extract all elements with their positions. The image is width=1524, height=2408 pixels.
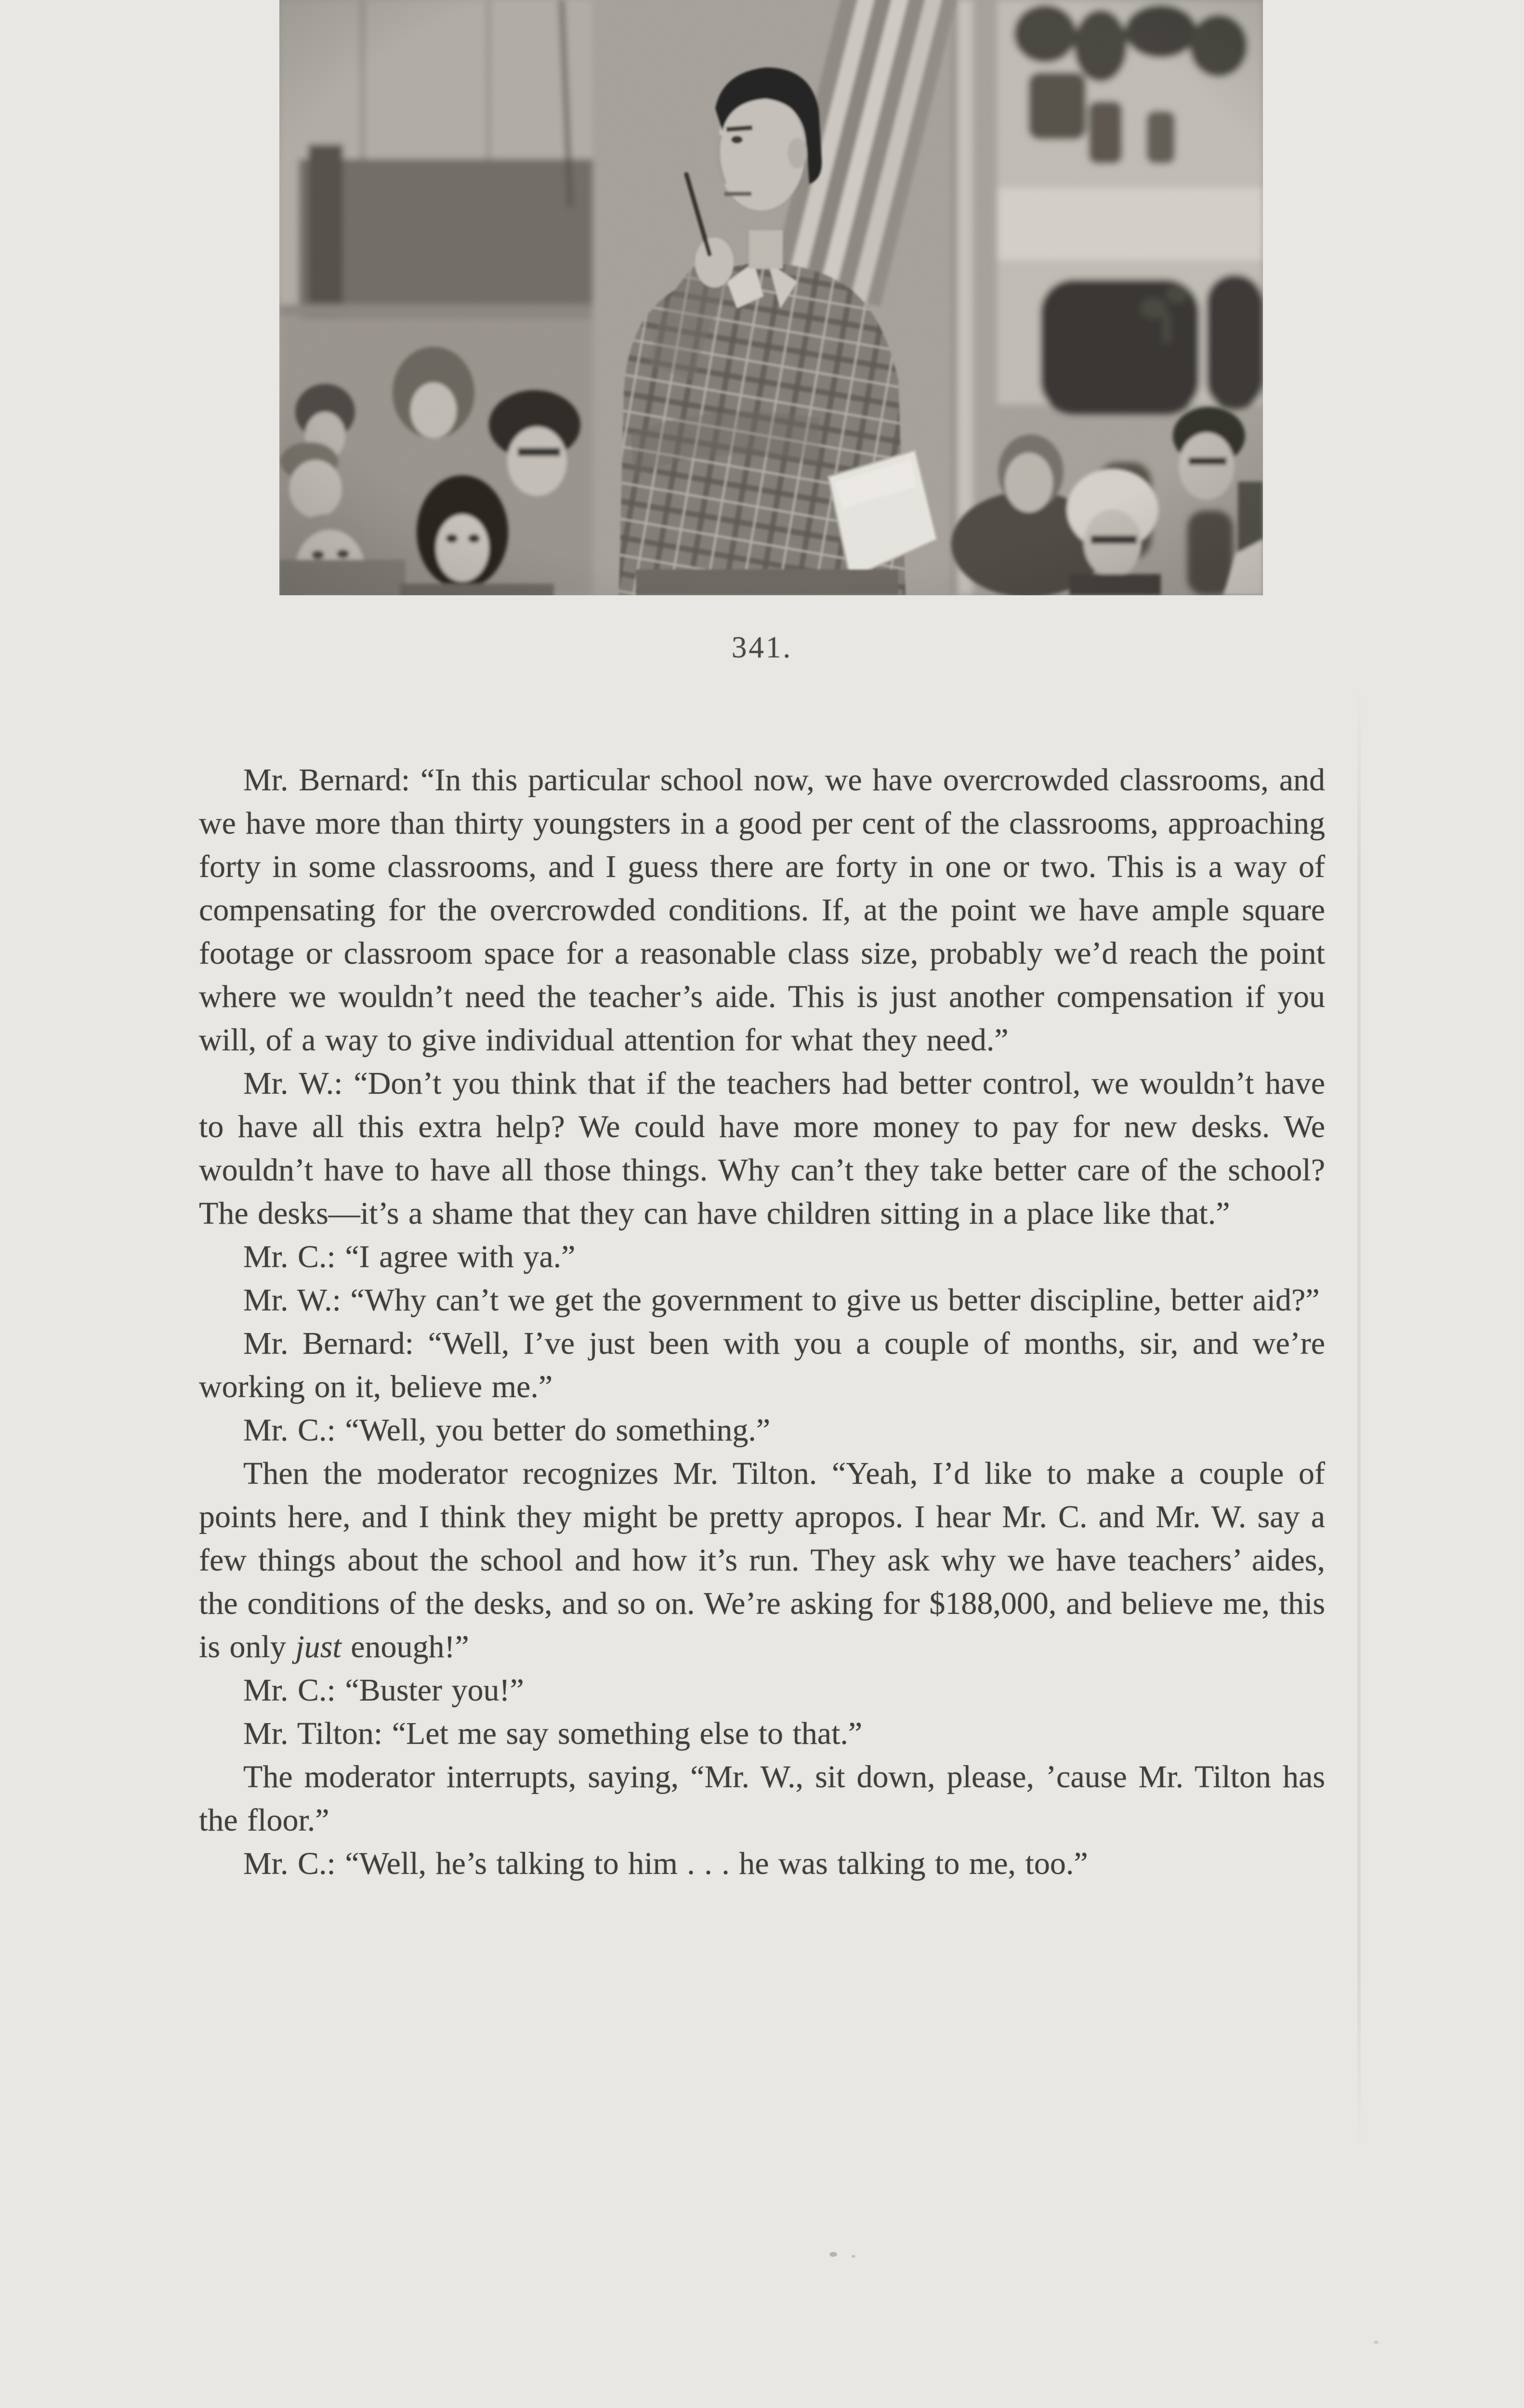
ink-speck <box>852 2255 855 2258</box>
paragraph-11: Mr. C.: “Well, he’s talking to him . . . he was talking to me, too.” <box>243 1846 1088 1881</box>
paragraph-9: Mr. Tilton: “Let me say something else to that.” <box>243 1716 863 1751</box>
paragraph-10: The moderator interrupts, saying, “Mr. W., sit down, please, ’cause Mr. Tilton has the floor.” <box>199 1759 1325 1838</box>
paragraph-1: Mr. Bernard: “In this particular school now, we have overcrowded classrooms, and we have more than thirty youngsters in a good per cent of the classrooms, approaching forty in some classrooms, and I guess there are forty in one or two. This is a way of compensating for the overcrowded conditions. If, at the point we have ample square footage or classroom space for a reasonable class size, probably we’d reach the point where we wouldn’t need the teacher’s aide. This is just another compensation if you will, of a way to give individual attention for what they need.” <box>199 762 1325 1058</box>
paragraph-3: Mr. C.: “I agree with ya.” <box>243 1239 576 1274</box>
paragraph-7 <box>199 1452 1325 1669</box>
photo-school-meeting <box>279 0 1263 595</box>
paragraph-2: Mr. W.: “Don’t you think that if the teachers had better control, we wouldn’t have to have all this extra help? We could have more money to pay for new desks. We wouldn’t have to have all those things. Why can’t they take better care of the school? The desks—it’s a shame that they can have children sitting in a place like that.” <box>199 1066 1325 1231</box>
paragraph-5: Mr. Bernard: “Well, I’ve just been with you a couple of months, sir, and we’re working on it, believe me.” <box>199 1326 1325 1404</box>
ink-speck <box>829 2252 837 2257</box>
paragraph-7-pre: Then the moderator recognizes Mr. Tilton. “Yeah, I’d like to make a couple of points here, and I think they might be pretty apropos. I hear Mr. C. and Mr. W. say a few things about the school and how it’s run. They ask why we have teachers’ aides, the conditions of the desks, and so on. We’re asking for $188,000, and believe me, this is only <box>199 1456 1325 1664</box>
scan-crease-line <box>1357 689 1361 2148</box>
ink-speck <box>1374 2341 1379 2344</box>
paragraph-7-post: enough!” <box>341 1629 469 1664</box>
body-text <box>199 759 1325 1885</box>
page-number: 341. <box>731 630 793 664</box>
paragraph-8: Mr. C.: “Buster you!” <box>243 1673 524 1708</box>
paragraph-6: Mr. C.: “Well, you better do something.” <box>243 1413 771 1448</box>
vignette <box>279 0 1263 595</box>
photo-illustration <box>279 0 1263 595</box>
italic-word: just <box>295 1629 342 1664</box>
paragraph-4: Mr. W.: “Why can’t we get the government to give us better discipline, better aid?” <box>243 1283 1320 1318</box>
